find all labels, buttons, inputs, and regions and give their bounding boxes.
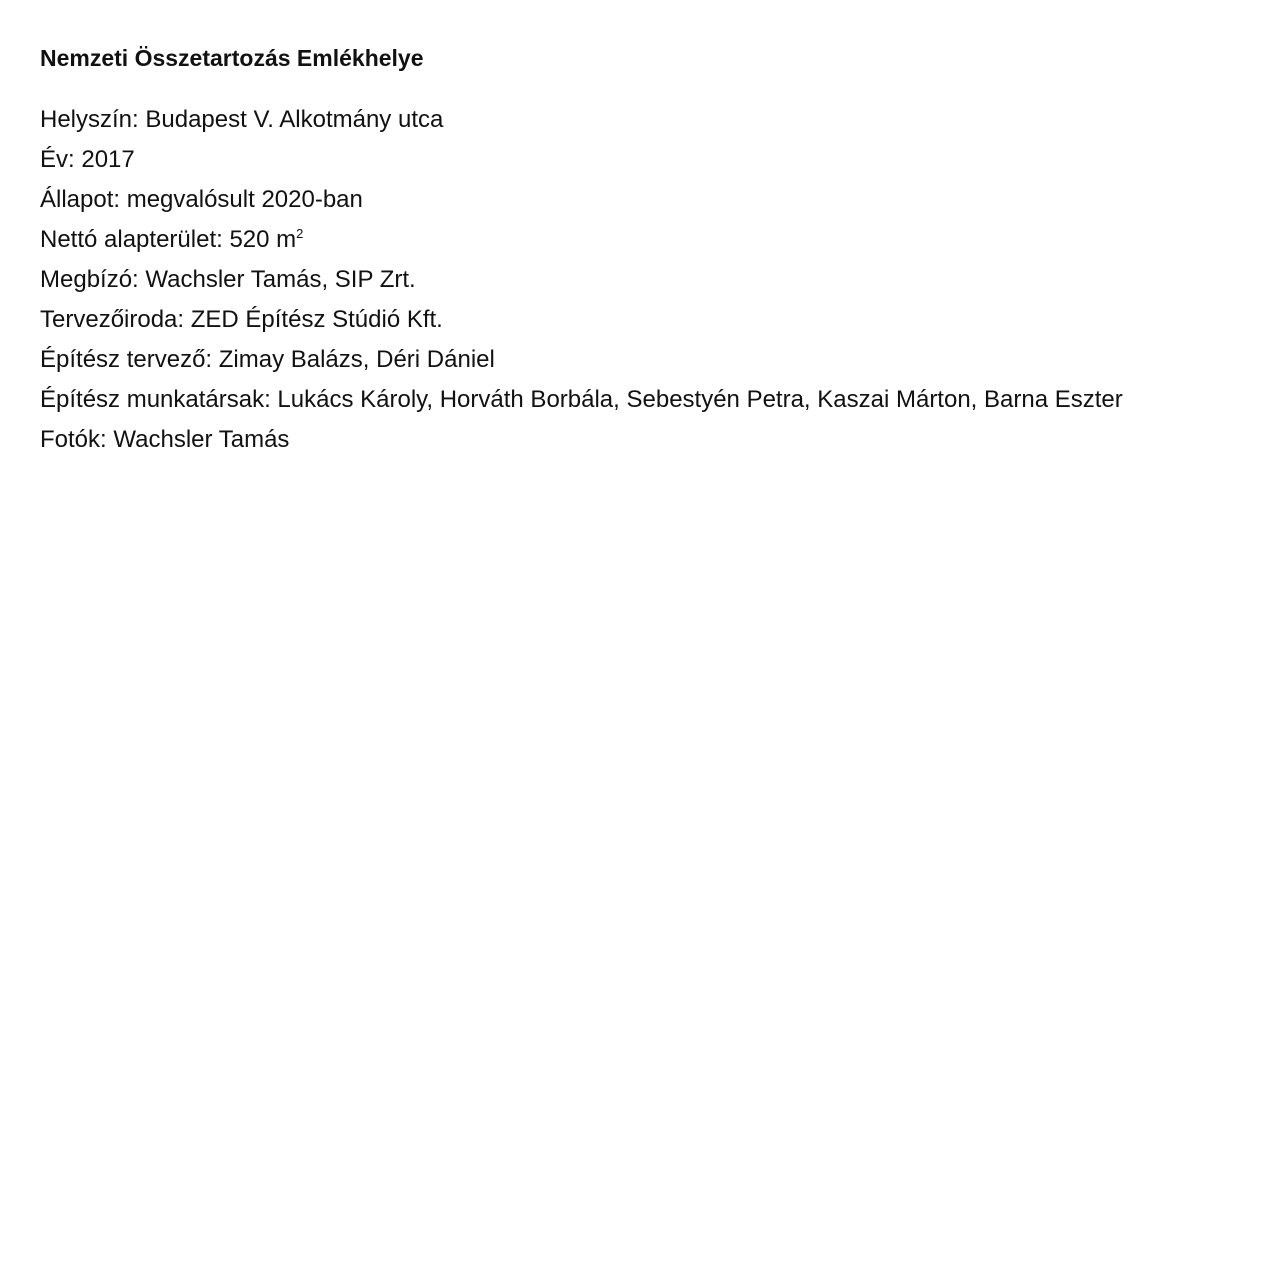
detail-area bbox=[40, 220, 1240, 260]
detail-office: Tervezőiroda: ZED Építész Stúdió Kft. bbox=[40, 306, 443, 333]
detail-photos: Fotók: Wachsler Tamás bbox=[40, 426, 290, 453]
detail-client: Megbízó: Wachsler Tamás, SIP Zrt. bbox=[40, 266, 416, 293]
detail-location: Helyszín: Budapest V. Alkotmány utca bbox=[40, 106, 444, 133]
detail-area-text: Nettó alapterület: 520 m bbox=[40, 226, 297, 253]
project-title: Nemzeti Összetartozás Emlékhelye bbox=[40, 45, 424, 71]
detail-architect: Építész tervező: Zimay Balázs, Déri Dániel bbox=[40, 346, 495, 373]
detail-status: Állapot: megvalósult 2020-ban bbox=[40, 186, 363, 213]
detail-area-unit-superscript: 2 bbox=[296, 226, 304, 241]
detail-collaborators: Építész munkatársak: Lukács Károly, Horváth Borbála, Sebestyén Petra, Kaszai Márton, Barna Eszter bbox=[40, 386, 1123, 413]
detail-year: Év: 2017 bbox=[40, 146, 135, 173]
project-details-list bbox=[40, 100, 1240, 460]
